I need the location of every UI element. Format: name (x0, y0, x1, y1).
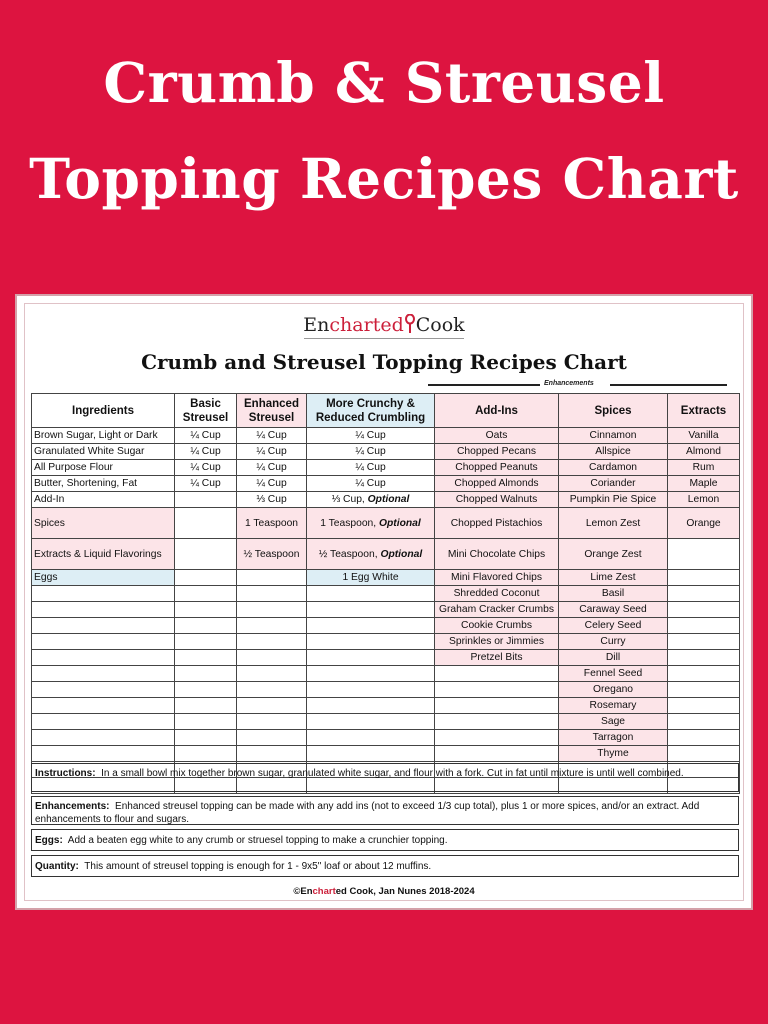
extract-cell: Almond (668, 444, 740, 460)
ingredient-name-cell (32, 730, 175, 746)
extract-cell (668, 650, 740, 666)
addin-cell: Sprinkles or Jimmies (435, 634, 559, 650)
basic-cell (175, 586, 237, 602)
extract-cell (668, 539, 740, 570)
recipe-table-body (32, 428, 740, 794)
spice-cell: Basil (559, 586, 668, 602)
crunchy-cell (307, 460, 435, 476)
ingredient-name-cell (32, 746, 175, 762)
enhancements-line-right (610, 384, 727, 386)
footer-suffix: ed Cook, Jan Nunes 2018-2024 (335, 886, 475, 897)
extract-cell: Rum (668, 460, 740, 476)
addin-cell (435, 698, 559, 714)
addin-cell: Pretzel Bits (435, 650, 559, 666)
addin-cell (435, 682, 559, 698)
spice-cell: Pumpkin Pie Spice (559, 492, 668, 508)
basic-cell (175, 698, 237, 714)
header-crunchy-l1: More Crunchy & (326, 397, 415, 410)
crunchy-cell (307, 586, 435, 602)
spice-cell: Thyme (559, 746, 668, 762)
table-row (32, 650, 740, 666)
crunchy-cell (307, 492, 435, 508)
table-row (32, 666, 740, 682)
ingredient-name-cell: Granulated White Sugar (32, 444, 175, 460)
enhanced-cell (237, 698, 307, 714)
table-row (32, 492, 740, 508)
optional-label: Optional (379, 517, 421, 529)
spice-cell: Dill (559, 650, 668, 666)
enhanced-cell (237, 634, 307, 650)
spice-cell: Rosemary (559, 698, 668, 714)
extract-cell (668, 618, 740, 634)
table-row (32, 476, 740, 492)
crunchy-cell (307, 618, 435, 634)
notes-section (31, 763, 739, 877)
table-row (32, 444, 740, 460)
ingredient-name-cell (32, 666, 175, 682)
ingredient-name-cell (32, 714, 175, 730)
extract-cell: Maple (668, 476, 740, 492)
eggs-label: Eggs: (35, 835, 63, 846)
ingredient-name-cell: Add-In (32, 492, 175, 508)
instructions-note (31, 763, 739, 792)
enhancements-text: Enhanced streusel topping can be made with any add ins (not to exceed 1/3 cup total), plus 1 or more spices, and/or an extract. Add enhancements to flour and sugars. (35, 801, 700, 825)
addin-cell: Cookie Crumbs (435, 618, 559, 634)
basic-cell (175, 539, 237, 570)
spice-cell: Oregano (559, 682, 668, 698)
basic-cell: ¼ Cup (175, 476, 237, 492)
addin-cell: Mini Flavored Chips (435, 570, 559, 586)
enhanced-cell (237, 682, 307, 698)
basic-cell (175, 618, 237, 634)
banner-title-line2: Topping Recipes Chart (29, 146, 739, 211)
crunchy-cell (307, 634, 435, 650)
ingredient-name-cell: Extracts & Liquid Flavorings (32, 539, 175, 570)
basic-cell: ¼ Cup (175, 460, 237, 476)
addin-cell: Shredded Coconut (435, 586, 559, 602)
table-row (32, 682, 740, 698)
spice-cell: Lime Zest (559, 570, 668, 586)
basic-cell (175, 570, 237, 586)
optional-label: Optional (367, 494, 410, 505)
basic-cell (175, 714, 237, 730)
crunchy-amount: ½ Teaspoon, (318, 548, 381, 560)
crunchy-amount: 1 Teaspoon, (320, 517, 379, 529)
enhanced-cell: 1 Teaspoon (237, 508, 307, 539)
addin-cell (435, 746, 559, 762)
header-crunchy-l2: Reduced Crumbling (315, 411, 426, 424)
enhanced-cell: ½ Teaspoon (237, 539, 307, 570)
basic-cell (175, 746, 237, 762)
extract-cell: Orange (668, 508, 740, 539)
header-crunchy (307, 394, 435, 428)
spice-cell: Caraway Seed (559, 602, 668, 618)
extract-cell (668, 682, 740, 698)
ingredient-name-cell: Eggs (32, 570, 175, 586)
ingredient-name-cell (32, 698, 175, 714)
ingredient-name-cell (32, 682, 175, 698)
basic-cell (175, 730, 237, 746)
quantity-note (31, 855, 739, 877)
banner-title-line1: Crumb & Streusel (103, 50, 665, 115)
extract-cell (668, 570, 740, 586)
table-row (32, 618, 740, 634)
basic-cell (175, 650, 237, 666)
addin-cell (435, 730, 559, 746)
addin-cell: Graham Cracker Crumbs (435, 602, 559, 618)
addin-cell: Chopped Almonds (435, 476, 559, 492)
logo-cook: Cook (415, 314, 465, 336)
crunchy-cell (307, 444, 435, 460)
copyright-footer (17, 886, 751, 897)
table-header-row (32, 394, 740, 428)
recipe-table (31, 393, 740, 794)
enhanced-cell (237, 570, 307, 586)
basic-cell (175, 492, 237, 508)
basic-cell (175, 634, 237, 650)
enhanced-cell (237, 618, 307, 634)
quantity-text: This amount of streusel topping is enough for 1 - 9x5" loaf or about 12 muffins. (84, 861, 432, 872)
table-row (32, 714, 740, 730)
ingredient-name-cell: All Purpose Flour (32, 460, 175, 476)
header-extracts: Extracts (668, 394, 740, 428)
enhanced-cell: ¼ Cup (237, 476, 307, 492)
enhancements-note (31, 796, 739, 825)
extract-cell: Lemon (668, 492, 740, 508)
crunchy-cell (307, 698, 435, 714)
table-row (32, 602, 740, 618)
spice-cell: Allspice (559, 444, 668, 460)
instructions-label: Instructions: (35, 768, 96, 779)
spice-cell: Celery Seed (559, 618, 668, 634)
enhanced-cell (237, 666, 307, 682)
crunchy-amount: 1 Egg White (342, 572, 399, 583)
basic-cell (175, 682, 237, 698)
header-basic-l1: Basic (190, 397, 221, 410)
table-row (32, 730, 740, 746)
addin-cell: Oats (435, 428, 559, 444)
enhanced-cell: ¼ Cup (237, 428, 307, 444)
enhanced-cell (237, 602, 307, 618)
crunchy-cell (307, 730, 435, 746)
header-ingredients: Ingredients (32, 394, 175, 428)
extract-cell (668, 634, 740, 650)
addin-cell: Mini Chocolate Chips (435, 539, 559, 570)
extract-cell (668, 602, 740, 618)
spice-cell: Lemon Zest (559, 508, 668, 539)
table-row (32, 586, 740, 602)
crunchy-cell (307, 428, 435, 444)
enhanced-cell (237, 586, 307, 602)
basic-cell (175, 602, 237, 618)
crunchy-amount: ¼ Cup (355, 462, 386, 473)
table-row (32, 428, 740, 444)
table-row (32, 698, 740, 714)
spice-cell: Tarragon (559, 730, 668, 746)
enhanced-cell (237, 714, 307, 730)
crunchy-amount: ¼ Cup (355, 478, 386, 489)
quantity-label: Quantity: (35, 861, 79, 872)
extract-cell (668, 666, 740, 682)
spice-cell: Cardamon (559, 460, 668, 476)
ingredient-name-cell (32, 618, 175, 634)
crunchy-cell (307, 746, 435, 762)
recipe-chart-card (15, 294, 753, 910)
crunchy-cell (307, 650, 435, 666)
extract-cell (668, 586, 740, 602)
logo-charted: charted (329, 314, 404, 336)
optional-label: Optional (380, 548, 423, 560)
addin-cell: Chopped Walnuts (435, 492, 559, 508)
basic-cell (175, 508, 237, 539)
extract-cell (668, 714, 740, 730)
enhanced-cell (237, 746, 307, 762)
table-row (32, 460, 740, 476)
crunchy-cell (307, 666, 435, 682)
enhancements-label: Enhancements (544, 380, 594, 387)
basic-cell: ¼ Cup (175, 444, 237, 460)
enhanced-cell (237, 650, 307, 666)
header-spices: Spices (559, 394, 668, 428)
header-enhanced-l1: Enhanced (244, 397, 299, 410)
footer-brand: chart (312, 886, 336, 897)
enhancements-bracket (428, 380, 727, 390)
crunchy-amount: ⅓ Cup, (331, 494, 368, 505)
addin-cell (435, 666, 559, 682)
spice-cell: Orange Zest (559, 539, 668, 570)
enhancements-note-label: Enhancements: (35, 801, 110, 812)
crunchy-cell (307, 714, 435, 730)
spoon-icon (405, 314, 415, 333)
logo-underline (304, 338, 464, 339)
enhanced-cell: ¼ Cup (237, 460, 307, 476)
header-basic-l2: Streusel (182, 411, 229, 424)
addin-cell: Chopped Pistachios (435, 508, 559, 539)
crunchy-cell (307, 570, 435, 586)
addin-cell (435, 714, 559, 730)
crunchy-amount: ¼ Cup (355, 446, 386, 457)
crunchy-amount: ¼ Cup (355, 430, 386, 441)
addin-cell: Chopped Peanuts (435, 460, 559, 476)
extract-cell (668, 730, 740, 746)
enhanced-cell: ⅓ Cup (237, 492, 307, 508)
instructions-text: In a small bowl mix together brown sugar, granulated white sugar, and flour with a fork. Cut in fat until mixture is until well combined. (101, 768, 684, 779)
enchartedcook-logo (17, 312, 751, 339)
extract-cell: Vanilla (668, 428, 740, 444)
crunchy-cell (307, 539, 435, 570)
enhanced-cell: ¼ Cup (237, 444, 307, 460)
extract-cell (668, 698, 740, 714)
crunchy-cell (307, 682, 435, 698)
spice-cell: Sage (559, 714, 668, 730)
logo-en: En (303, 314, 330, 336)
table-row (32, 746, 740, 762)
ingredient-name-cell (32, 602, 175, 618)
footer-prefix: ©En (293, 886, 313, 897)
header-basic (175, 394, 237, 428)
eggs-note (31, 829, 739, 851)
ingredient-name-cell (32, 634, 175, 650)
crunchy-cell (307, 508, 435, 539)
crunchy-cell (307, 602, 435, 618)
spice-cell: Fennel Seed (559, 666, 668, 682)
header-enhanced-l2: Streusel (248, 411, 295, 424)
enhancements-line-left (428, 384, 540, 386)
basic-cell (175, 666, 237, 682)
ingredient-name-cell: Brown Sugar, Light or Dark (32, 428, 175, 444)
spice-cell: Cinnamon (559, 428, 668, 444)
addin-cell: Chopped Pecans (435, 444, 559, 460)
basic-cell: ¼ Cup (175, 428, 237, 444)
table-row (32, 508, 740, 539)
spice-cell: Curry (559, 634, 668, 650)
ingredient-name-cell (32, 586, 175, 602)
banner (0, 0, 768, 290)
table-row (32, 634, 740, 650)
ingredient-name-cell: Butter, Shortening, Fat (32, 476, 175, 492)
header-enhanced (237, 394, 307, 428)
ingredient-name-cell: Spices (32, 508, 175, 539)
enhanced-cell (237, 730, 307, 746)
table-row (32, 570, 740, 586)
extract-cell (668, 746, 740, 762)
eggs-text: Add a beaten egg white to any crumb or struesel topping to make a crunchier topping. (67, 835, 448, 846)
ingredient-name-cell (32, 650, 175, 666)
chart-title: Crumb and Streusel Topping Recipes Chart (141, 350, 627, 374)
spice-cell: Coriander (559, 476, 668, 492)
crunchy-cell (307, 476, 435, 492)
table-row (32, 539, 740, 570)
header-addins: Add-Ins (435, 394, 559, 428)
